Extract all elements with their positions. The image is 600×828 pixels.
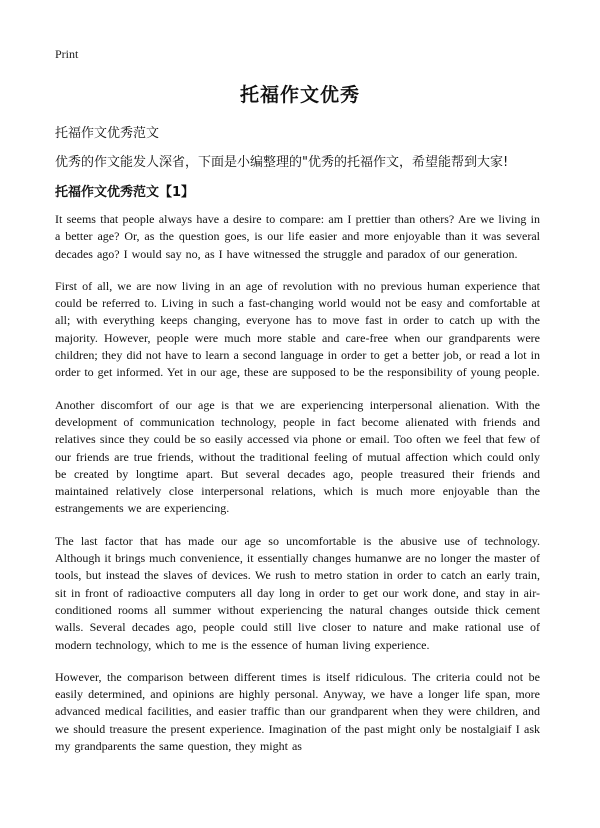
section-heading: 托福作文优秀范文【1】 bbox=[55, 185, 195, 200]
paragraph: However, the comparison between different times is itself ridiculous. The criteria could not be easily determined, and opinions are highly personal. Anyway, we have a longer life span, more advanced medical facilities, and easier traffic than our grandparent when they were children, and we should treasure the present experience. Imagination of the past might only be nostalgiaif I ask my grandparents the same question, they might as bbox=[55, 669, 540, 754]
print-link[interactable]: Print bbox=[55, 47, 79, 61]
paragraph: It seems that people always have a desire to compare: am I prettier than others? Are we living in a better age? Or, as the question goes, is our life easier and more enjoyable than it was several decades ago? I would say no, as I have witnessed the struggle and paradox of our generation. bbox=[55, 212, 540, 261]
paragraph: The last factor that has made our age so uncomfortable is the abusive use of technology. Although it brings much convenience, it essentially changes humanwe are no longer the master of tools, but instead the slaves of devices. We rush to metro station in order to catch an early train, sit in front of radioactive computers all day long in order to get our work done, and stay in air-conditioned rooms all summer without experiencing the natural changes outside thick cement walls. Several decades ago, people could still live closer to nature and make rational use of modern technology, which to me is the essence of human living experience. bbox=[55, 533, 540, 652]
essay-body bbox=[55, 211, 540, 770]
intro-text: 优秀的作文能发人深省，下面是小编整理的"优秀的托福作文，希望能帮到大家! bbox=[55, 155, 509, 170]
paragraph: Another discomfort of our age is that we are experiencing interpersonal alienation. With the development of communication technology, people in fact become alienated with friends and relatives since they could be so easily accessed via phone or email. Too often we feel that few of our friends are true friends, without the traditional feeling of mutual affection which could only be created by longtime apart. But several decades ago, people treasured their friends and maintained relatively close interpersonal relations, which is much more enjoyable than the estrangements we are experiencing. bbox=[55, 397, 540, 516]
page-title: 托福作文优秀 bbox=[239, 84, 360, 106]
document-subtitle: 托福作文优秀范文 bbox=[55, 126, 160, 141]
paragraph: First of all, we are now living in an age of revolution with no previous human experience that could be referred to. Living in such a fast-changing world would not be easy and comfortable at all; with everything keeps changing, everyone has to move fast in order to catch up with the majority. However, people were much more stable and care-free when our grandparents were children; they did not have to learn a second language in order to get a better job, or read a lot in order to get informed. Yet in our age, these are supposed to be the responsibility of young people. bbox=[55, 278, 540, 380]
